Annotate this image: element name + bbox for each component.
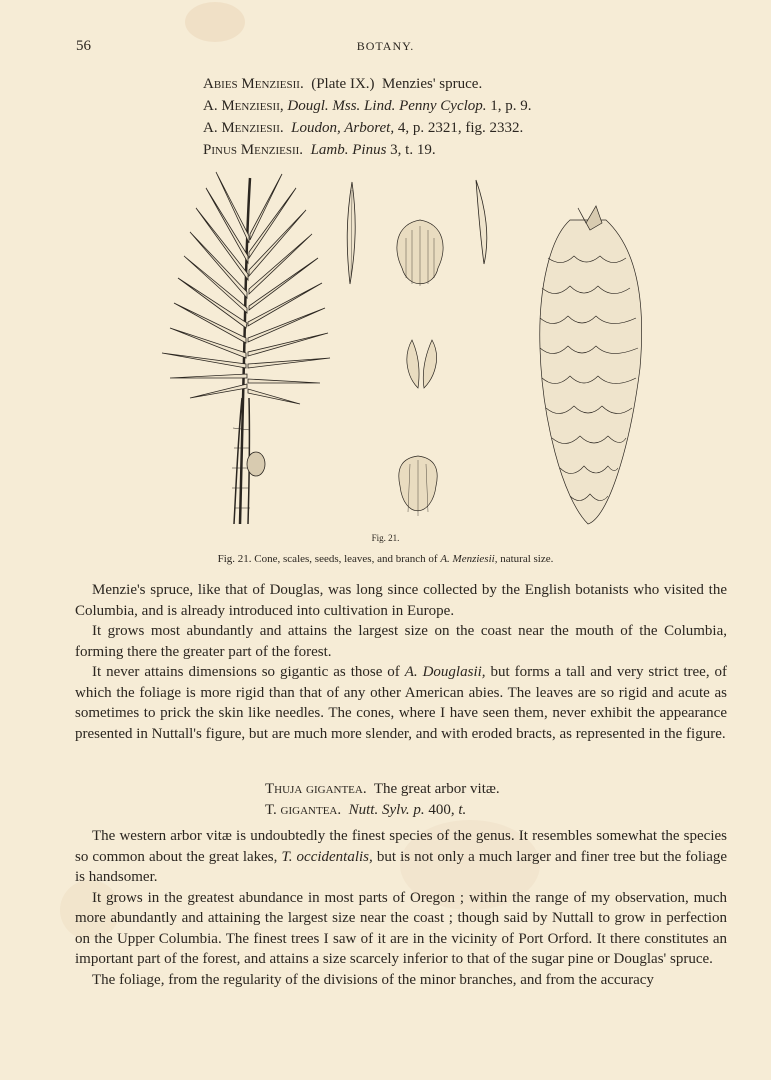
- cone-illustration: [540, 206, 642, 524]
- paragraph: It grows most abundantly and attains the largest size on the coast near the mouth of the Columbia, forming there the greater part of the forest.: [75, 623, 727, 660]
- synonymy-line: Abies Menziesii. (Plate IX.) Menzies' spruce.: [203, 76, 483, 92]
- paragraph: It never attains dimensions so gigantic as those of A. Douglasii, but forms a tall and very strict tree, of which the foliage is more rigid than that of any other American abies. The leaves are so rigid and acute as sometimes to prick the skin like needles. The cones, where I have seen them, never exhibit the appearance presented in Nuttall's figure, but are much more slender, and with eroded bracts, as represented in the figure.: [75, 664, 728, 742]
- figure-label: Fig. 21.: [371, 533, 400, 543]
- figure-caption: Fig. 21. Cone, scales, seeds, leaves, and branch of A. Menziesii, natural size.: [217, 553, 554, 565]
- botanical-figure: [150, 168, 670, 540]
- branch-illustration: [162, 172, 330, 524]
- paragraph: It grows in the greatest abundance in most parts of Oregon ; within the range of my observation, much more abundantly and attaining the largest size near the coast ; though said by Nuttall to grow in perfection on the Upper Columbia. The finest trees I saw of it are in the vicinity of Port Orford. It there constitutes an important part of the forest, and attains a size scarcely inferior to that of the sugar pine or Douglas' spruce.: [75, 889, 727, 967]
- paragraph: Menzie's spruce, like that of Douglas, was long since collected by the English botanists who visited the Columbia, and is already introduced into cultivation in Europe.: [75, 582, 727, 619]
- synonymy-line: T. gigantea. Nutt. Sylv. p. 400, t.: [265, 802, 467, 818]
- synonymy-line: Pinus Menziesii. Lamb. Pinus 3, t. 19.: [203, 142, 436, 158]
- scale-and-seed-details: [397, 220, 443, 516]
- body-text-section-2: [75, 826, 727, 990]
- body-text-section-1: [75, 580, 727, 744]
- running-head: BOTANY.: [356, 39, 415, 53]
- page-number: 56: [76, 38, 91, 54]
- synonymy-line: A. Menziesii, Dougl. Mss. Lind. Penny Cyclop. 1, p. 9.: [203, 98, 532, 114]
- paragraph: The western arbor vitæ is undoubtedly the finest species of the genus. It resembles somewhat the species so common about the great lakes, T. occidentalis, but is not only a much larger and finer tree but the foliage is handsomer.: [75, 828, 728, 885]
- synonymy-line: Thuja gigantea. The great arbor vitæ.: [265, 781, 500, 797]
- paragraph: The foliage, from the regularity of the divisions of the minor branches, and from the accuracy: [92, 971, 654, 988]
- synonymy-line: A. Menziesii. Loudon, Arboret, 4, p. 2321, fig. 2332.: [203, 120, 524, 136]
- page-header: [0, 38, 771, 56]
- paper-stain: [185, 2, 245, 42]
